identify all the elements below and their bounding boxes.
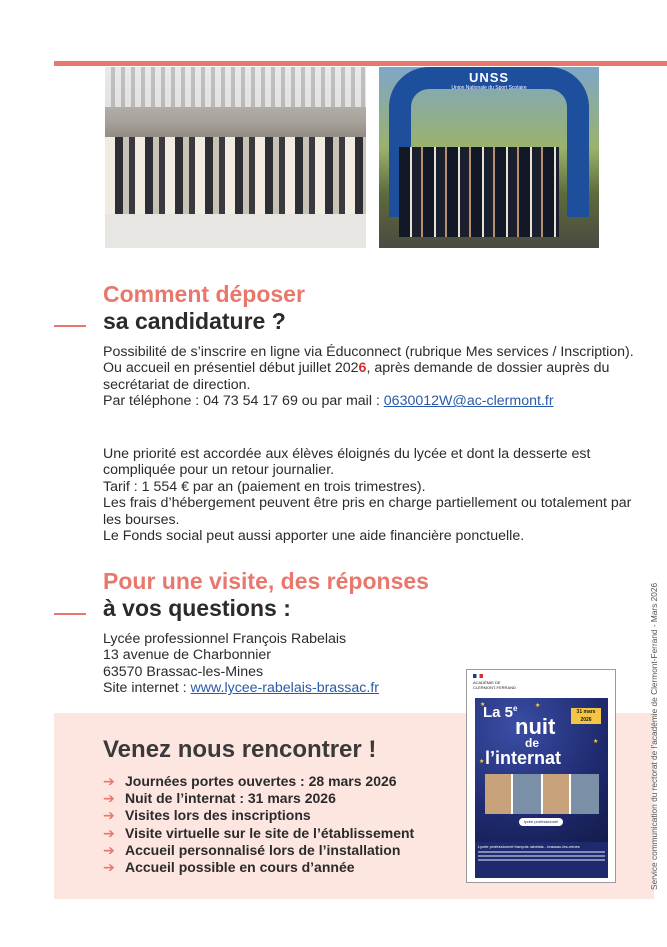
list-item [103,790,414,807]
website-link[interactable]: www.lycee-rabelais-brassac.fr [190,680,379,697]
list-item-label: Visite virtuelle sur le site de l’établissement [125,824,415,841]
poster-title-nuit: nuit [515,714,556,739]
unss-arch-sub: Union Nationale du Sport Scolaire [451,85,527,91]
apply-online: Possibilité de s’inscrire en ligne via Éduconnect (rubrique Mes services / Inscription). [103,344,634,360]
poster-sky [475,698,608,842]
section-title-apply-line2: sa candidature ? [103,308,286,334]
photo-ceiling [105,67,366,107]
list-item-label: Nuit de l’internat : 31 mars 2026 [125,790,336,807]
email-link[interactable]: 0630012W@ac-clermont.fr [383,393,554,410]
arrow-right-icon: ➔ [103,773,115,789]
meet-list [103,773,414,876]
nuit-internat-poster [466,669,616,883]
site-label: Site internet : [103,680,191,697]
section-dash [54,325,86,327]
apply-text [103,344,648,410]
star-icon: ★ [535,703,541,709]
list-item-label: Visites lors des inscriptions [125,807,311,824]
arrow-right-icon: ➔ [103,841,115,858]
apply-onsite-pre: Ou accueil en présentiel début juillet 202 [103,360,359,377]
section-dash [54,613,86,615]
info-tarif: Tarif : 1 554 € par an (paiement en trois trimestres). [103,478,426,495]
list-item [103,842,414,859]
photo-unss-team [379,67,599,248]
section-title-visit-line2: à vos questions : [103,595,291,621]
apply-phone: Par téléphone : 04 73 54 17 69 ou par mail : [103,393,384,410]
address-city: 63570 Brassac-les-Mines [103,663,264,680]
list-item [103,807,414,824]
photo-runners-group [399,147,559,237]
apply-contact [103,393,648,409]
poster-footer-line [478,855,605,857]
info-fund: Le Fonds social peut aussi apporter une aide financière ponctuelle. [103,528,525,545]
list-item-label: Accueil possible en cours d’année [125,859,355,876]
poster-edition-sup: e [513,704,518,713]
poster-footer-line [478,859,605,861]
section-title-apply-line1: Comment déposer [103,281,305,307]
arrow-right-icon: ➔ [103,807,115,824]
section-title-apply [103,281,305,335]
poster-edition [483,704,517,721]
poster-header [473,674,523,696]
info-text [103,446,648,544]
poster-edition-number: La 5 [483,704,514,721]
section-title-visit [103,568,429,622]
photo-students-group [105,137,366,217]
list-item [103,859,414,876]
address-school: Lycée professionnel François Rabelais [103,631,347,647]
list-item [103,773,414,790]
poster-org: ACADÉMIE DE CLERMONT-FERRAND [473,680,516,690]
poster-photos [485,774,599,814]
list-item [103,825,414,842]
info-priority: Une priorité est accordée aux élèves éloignés du lycée et dont la desserte est compliquée pour un retour journalier. [103,446,591,479]
arrow-right-icon: ➔ [103,790,115,807]
star-icon: ★ [479,759,485,765]
star-icon: ★ [593,739,599,745]
visit-address [103,631,463,697]
list-item-label: Accueil personnalisé lors de l’installation [125,841,401,858]
arrow-right-icon: ➔ [103,859,115,876]
meet-title: Venez nous rencontrer ! [103,736,377,763]
poster-date-badge: 31 mars 2026 [571,708,601,724]
poster-title-de: de [525,736,540,750]
vertical-credit: Service communication du rectorat de l’académie de Clermont-Ferrand - Mars 2026 [649,582,659,890]
apply-onsite [103,360,648,393]
unss-arch-label: UNSS [468,70,510,85]
star-icon: ★ [480,702,486,708]
photo-tables [105,214,366,248]
section-title-visit-line1: Pour une visite, des réponses [103,568,429,594]
apply-onsite-year-digit: 6 [358,360,367,377]
info-fees: Les frais d’hébergement peuvent être pris en charge partiellement ou totalement par les bourses. [103,495,632,528]
top-accent-rule [54,61,667,66]
address-site [103,680,463,696]
poster-footer-text: Lycée professionnel françois rabelais - brassac-les-mines [478,844,580,849]
apply-onsite-post: , après demande de dossier auprès du secrétariat de direction. [103,360,610,393]
republic-flag-icon [473,674,483,678]
arrow-right-icon: ➔ [103,824,115,841]
poster-title-internat: l’internat [485,748,562,768]
poster-footer-line [478,851,605,853]
poster-footer [475,842,608,878]
address-street: 13 avenue de Charbonnier [103,647,272,664]
photo-catering-students [105,67,366,248]
poster-pill: lycée professionnel françois rabelais [519,818,563,826]
list-item-label: Journées portes ouvertes : 28 mars 2026 [125,773,397,789]
